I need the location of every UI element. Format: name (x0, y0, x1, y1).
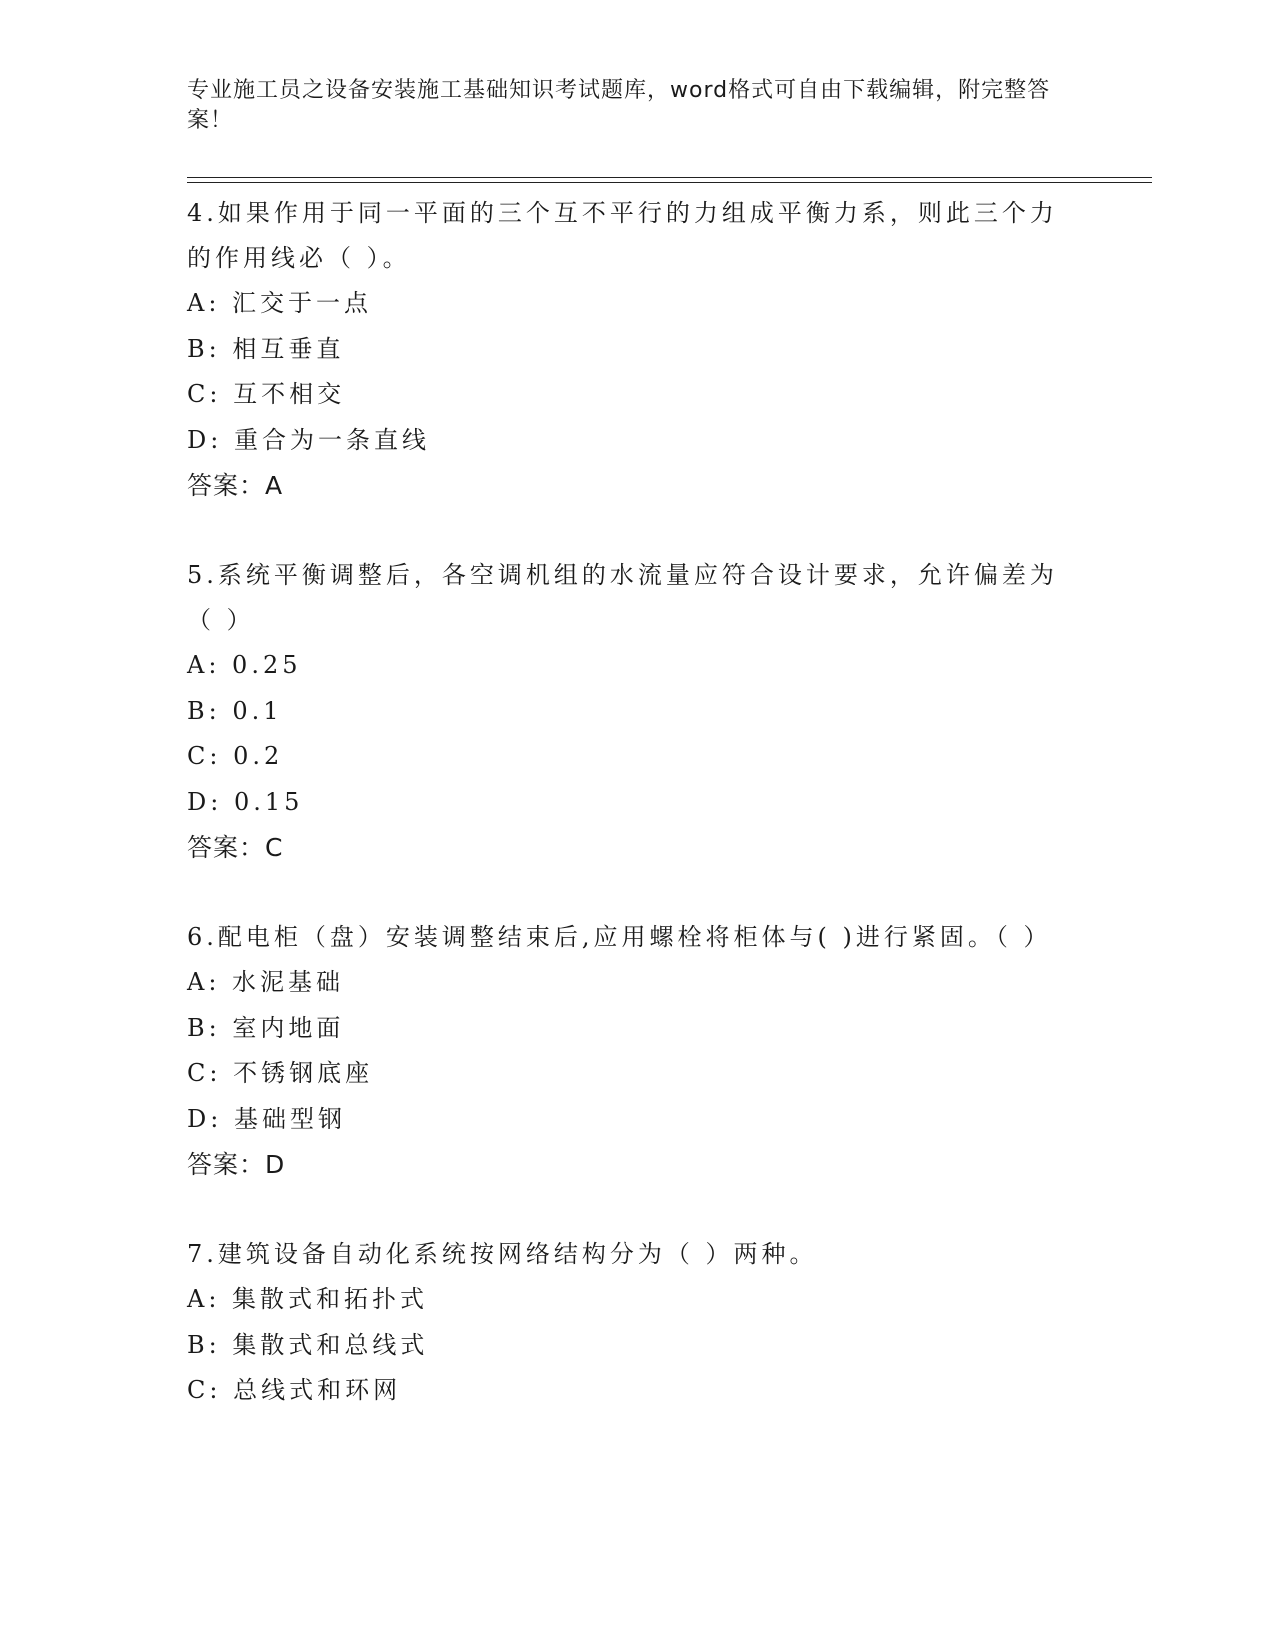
option-c: C: 互不相交 (187, 380, 346, 408)
question-5 (187, 553, 1067, 870)
question-stem: 6.配电柜（盘）安装调整结束后,应用螺栓将柜体与( )进行紧固。（ ） (187, 923, 1052, 951)
answer-label: 答案：D (187, 1150, 286, 1179)
question-list (187, 191, 1067, 1414)
option-b: B: 集散式和总线式 (187, 1330, 429, 1359)
option-a: A: 水泥基础 (187, 968, 345, 996)
option-d: D: 基础型钢 (187, 1104, 346, 1133)
option-d: D: 0.15 (187, 787, 304, 816)
question-6 (187, 915, 1067, 1187)
option-b: B: 相互垂直 (187, 334, 345, 363)
answer-label: 答案：A (187, 471, 284, 500)
option-c: C: 不锈钢底座 (187, 1059, 374, 1087)
option-c: C: 0.2 (187, 742, 284, 770)
question-4 (187, 191, 1067, 508)
question-stem: 5.系统平衡调整后，各空调机组的水流量应符合设计要求，允许偏差为（ ） (187, 561, 1058, 634)
question-7 (187, 1232, 1067, 1414)
option-d: D: 重合为一条直线 (187, 425, 430, 454)
option-b: B: 室内地面 (187, 1013, 345, 1042)
question-stem: 7.建筑设备自动化系统按网络结构分为（ ）两种。 (187, 1240, 818, 1268)
answer-label: 答案：C (187, 833, 284, 862)
header-divider-bottom (187, 182, 1152, 183)
header-divider-top (187, 177, 1152, 178)
option-a: A: 汇交于一点 (187, 289, 373, 317)
option-b: B: 0.1 (187, 696, 283, 725)
question-stem: 4.如果作用于同一平面的三个互不平行的力组成平衡力系，则此三个力的作用线必（ ）。 (187, 199, 1058, 272)
document-header: 专业施工员之设备安装施工基础知识考试题库，word格式可自由下载编辑，附完整答案！ (187, 78, 1051, 133)
option-a: A: 0.25 (187, 651, 302, 679)
option-c: C: 总线式和环网 (187, 1376, 402, 1404)
option-a: A: 集散式和拓扑式 (187, 1285, 429, 1313)
